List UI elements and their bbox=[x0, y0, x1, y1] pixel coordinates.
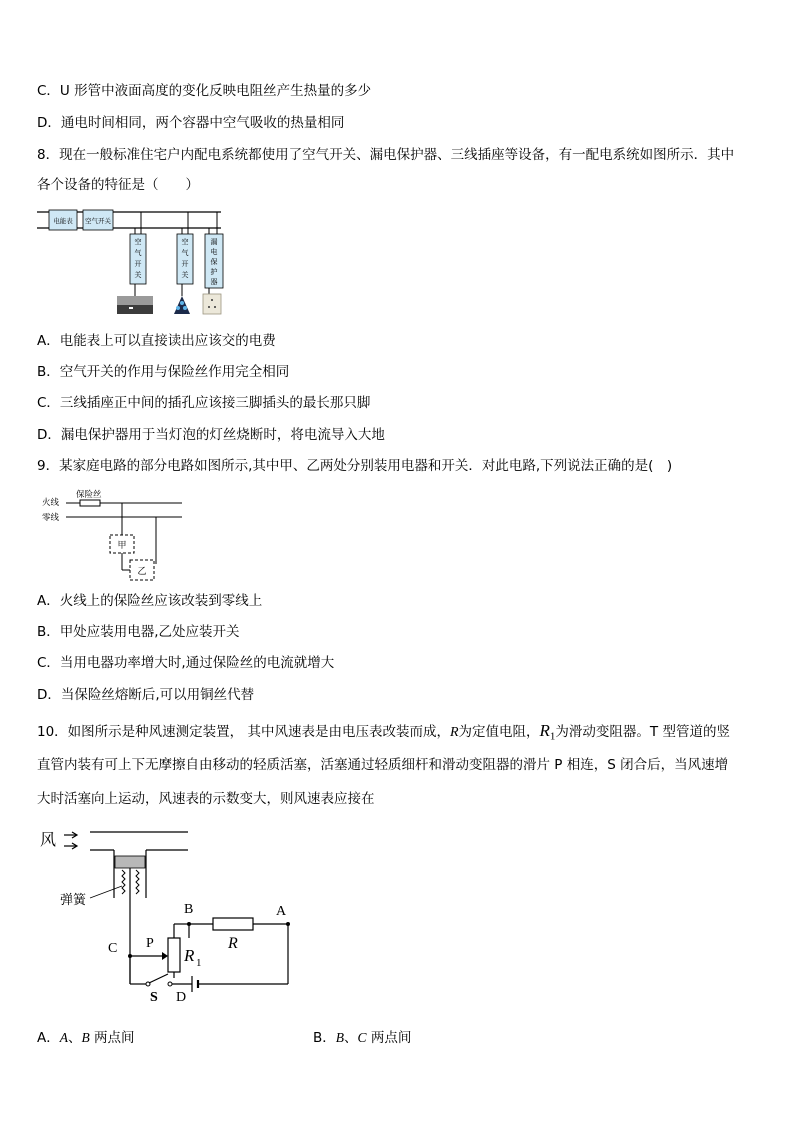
branch3-char: 电 bbox=[210, 248, 218, 256]
q10-option-b-prefix: B． bbox=[313, 1030, 336, 1046]
air-conditioner-icon bbox=[117, 296, 153, 314]
q10-option-b-sep: 、 bbox=[344, 1030, 358, 1046]
q10-option-a-suffix: 两点间 bbox=[89, 1030, 135, 1046]
branch2-char: 气 bbox=[181, 249, 189, 257]
q10-stem-part-c: 为滑动变阻器。T 型管道的竖 bbox=[555, 724, 730, 740]
q10-option-a-prefix: A． bbox=[37, 1030, 60, 1046]
q9-option-b: B．甲处应装用电器,乙处应装开关 bbox=[37, 624, 240, 640]
label-R1-sub: 1 bbox=[196, 957, 202, 969]
q10-stem-part-a: 10．如图所示是种风速测定装置， 其中风速表是由电压表改装而成， bbox=[37, 724, 450, 740]
main-switch-label: 空气开关 bbox=[85, 217, 111, 225]
q9-option-c: C．当用电器功率增大时,通过保险丝的电流就增大 bbox=[37, 655, 335, 671]
q10-option-b-suffix: 两点间 bbox=[366, 1030, 412, 1046]
switch-S bbox=[149, 974, 168, 983]
branch3-char: 器 bbox=[210, 278, 218, 286]
branch3-char: 漏 bbox=[210, 238, 218, 246]
q10-stem-line1 bbox=[37, 722, 730, 746]
label-S: S bbox=[150, 990, 158, 1005]
q10-option-b bbox=[313, 1029, 411, 1047]
q10-stem-line2: 直管内装有可上下无摩擦自由移动的轻质活塞，活塞通过轻质细杆和滑动变阻器的滑片 P 相连，S 闭合后，当风速增 bbox=[37, 757, 729, 773]
q9-circuit-figure bbox=[40, 488, 190, 584]
wind-arrow-icon bbox=[64, 832, 77, 849]
wind-label: 风 bbox=[40, 830, 57, 849]
q9-option-a: A．火线上的保险丝应该改装到零线上 bbox=[37, 593, 263, 609]
label-R1: R bbox=[184, 946, 195, 965]
meter-label: 电能表 bbox=[53, 217, 73, 225]
branch2-char: 开 bbox=[181, 260, 189, 268]
q10-option-a-sep: 、 bbox=[68, 1030, 82, 1046]
q10-stem-line3: 大时活塞向上运动，风速表的示数变大，则风速表应接在 bbox=[37, 791, 375, 807]
label-R: R bbox=[228, 935, 238, 952]
spring-right-icon bbox=[136, 870, 139, 894]
label-A: A bbox=[276, 904, 287, 919]
slider-arrow-icon bbox=[162, 952, 168, 960]
label-P: P bbox=[146, 936, 154, 951]
branch1-char: 气 bbox=[134, 249, 142, 257]
q7-option-c: C．U 形管中液面高度的变化反映电阻丝产生热量的多少 bbox=[37, 83, 372, 99]
piston bbox=[115, 856, 145, 868]
spring-label: 弹簧 bbox=[60, 893, 87, 908]
branch2-char: 关 bbox=[181, 271, 189, 279]
branch2-char: 空 bbox=[181, 238, 189, 246]
resistor-R bbox=[213, 918, 253, 930]
q8-option-b: B．空气开关的作用与保险丝作用完全相同 bbox=[37, 364, 290, 380]
q8-option-d: D．漏电保护器用于当灯泡的灯丝烧断时，将电流导入大地 bbox=[37, 427, 385, 443]
rheostat-R1 bbox=[168, 938, 180, 972]
branch1-char: 空 bbox=[134, 238, 142, 246]
q10-stem-R1-sub: 1 bbox=[549, 730, 556, 743]
q8-option-a: A．电能表上可以直接读出应该交的电费 bbox=[37, 333, 276, 349]
label-B: B bbox=[184, 902, 194, 917]
three-pin-socket-icon bbox=[203, 294, 221, 314]
q10-stem-part-b: 为定值电阻， bbox=[458, 724, 540, 740]
live-wire-label: 火线 bbox=[42, 498, 60, 508]
branch3-char: 保 bbox=[210, 258, 218, 266]
q8-option-c: C．三线插座正中间的插孔应该接三脚插头的最长那只脚 bbox=[37, 395, 371, 411]
q10-option-b-point2: C bbox=[357, 1030, 367, 1045]
q10-stem-R1: R bbox=[539, 721, 550, 740]
fuse-symbol bbox=[80, 500, 100, 506]
branch1-char: 开 bbox=[134, 260, 142, 268]
spring-left-icon bbox=[122, 870, 125, 894]
q10-option-a-point2: B bbox=[81, 1030, 90, 1045]
q9-stem: 9．某家庭电路的部分电路如图所示,其中甲、乙两处分别装用电器和开关．对此电路,下列说法正确的是( ) bbox=[37, 458, 673, 474]
box-jia-label: 甲 bbox=[117, 541, 127, 551]
q8-distribution-figure bbox=[37, 204, 237, 324]
neutral-wire-label: 零线 bbox=[42, 513, 60, 523]
q10-wind-speed-figure bbox=[38, 826, 308, 1006]
box-yi-label: 乙 bbox=[137, 567, 147, 577]
branch3-char: 护 bbox=[210, 268, 218, 276]
fuse-label: 保险丝 bbox=[76, 490, 102, 500]
branch1-char: 关 bbox=[134, 271, 142, 279]
q7-option-d: D．通电时间相同，两个容器中空气吸收的热量相同 bbox=[37, 115, 345, 131]
q8-stem-line2: 各个设备的特征是（ ） bbox=[37, 177, 199, 193]
q9-option-d: D．当保险丝熔断后,可以用铜丝代替 bbox=[37, 687, 255, 703]
q10-option-b-point1: B bbox=[335, 1030, 345, 1045]
chandelier-lamp-icon bbox=[174, 296, 190, 314]
q10-option-a-point1: A bbox=[59, 1030, 68, 1045]
label-D: D bbox=[176, 990, 187, 1005]
label-C: C bbox=[108, 941, 118, 956]
q10-stem-R: R bbox=[449, 725, 459, 740]
q10-option-a bbox=[37, 1029, 135, 1047]
q8-stem-line1: 8．现在一般标准住宅户内配电系统都使用了空气开关、漏电保护器、三线插座等设备，有一配电系统如图所示．其中 bbox=[37, 147, 735, 163]
